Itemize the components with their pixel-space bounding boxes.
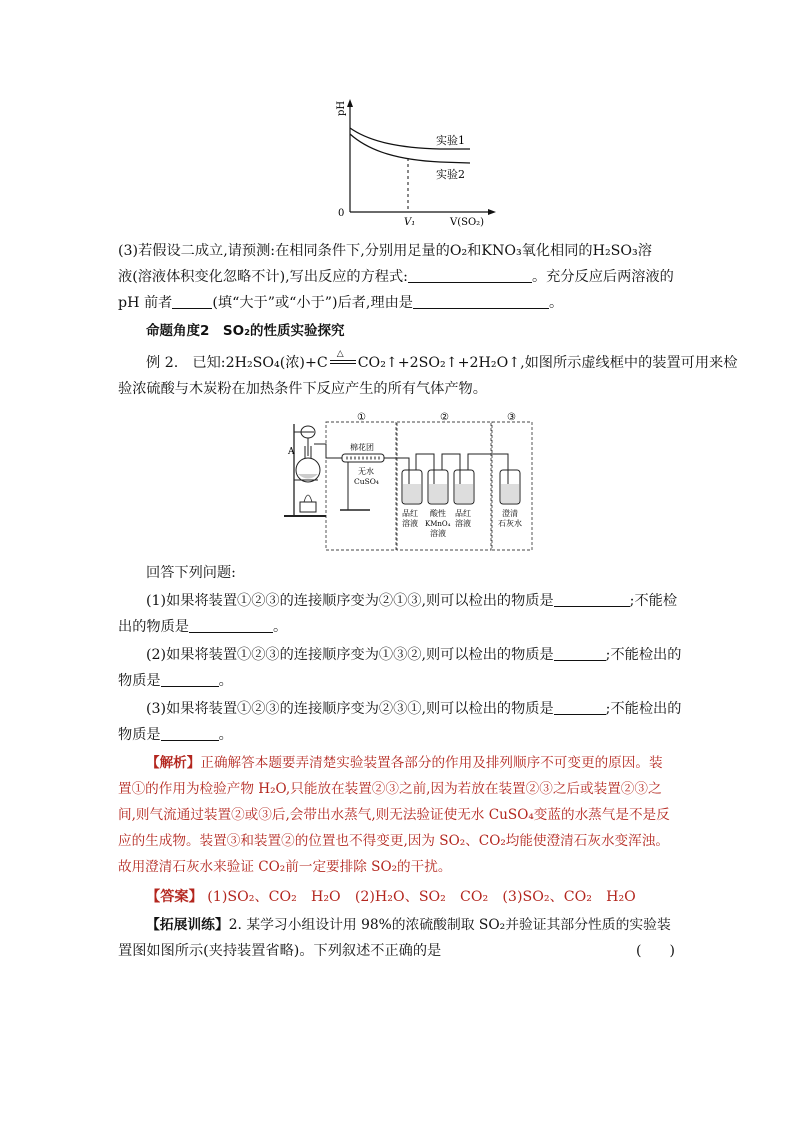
sub-text: (1)如果将装置①②③的连接顺序变为②①③,则可以检出的物质是: [146, 593, 554, 609]
bottle-1-label: 品红: [402, 509, 418, 518]
bottle-2-label: 溶液: [430, 529, 446, 538]
sub3-line2: [118, 724, 678, 746]
extension-tag: 【拓展训练】: [146, 917, 229, 933]
anhydrous-label-1: 无水: [358, 467, 374, 476]
example-text: CO₂↑+2SO₂↑+2H₂O↑,如图所示虚线框中的装置可用来检: [357, 355, 738, 371]
answer-blank[interactable]: [161, 672, 219, 687]
curve-2-label: 实验2: [436, 168, 465, 181]
ph-graph: [330, 96, 500, 228]
answer-blank[interactable]: [408, 268, 532, 283]
analysis-tag: 【解析】: [146, 755, 201, 771]
answer-blank[interactable]: [172, 294, 212, 309]
analysis-line1: [146, 752, 706, 774]
bottle-3-label: 溶液: [455, 519, 471, 528]
q3-text: pH 前者: [118, 295, 173, 311]
q3-text: (填“大于”或“小于”)后者,理由是: [212, 295, 413, 311]
anhydrous-label-2: CuSO₄: [354, 477, 379, 486]
burner: [300, 502, 316, 512]
q3-text: 。充分反应后两溶液的: [531, 269, 674, 285]
flask-label: A: [288, 447, 295, 457]
sub-text: ;不能检出的: [605, 647, 682, 663]
sub3-line1: [146, 698, 706, 720]
bottle-4-label: 石灰水: [498, 519, 522, 528]
sub1-line1: [146, 590, 706, 612]
answer-blank[interactable]: [554, 700, 606, 715]
q3-text: 液(溶液体积变化忽略不计),写出反应的方程式:: [118, 269, 408, 285]
answer-blank[interactable]: [554, 646, 606, 661]
sub-text: 物质是: [118, 727, 161, 743]
sub-text: (3)如果将装置①②③的连接顺序变为②③①,则可以检出的物质是: [146, 701, 554, 717]
answer-line: [146, 886, 706, 908]
x-axis-label: V(SO₂): [450, 217, 485, 228]
example-text: 例 2. 已知:2H₂SO₄(浓)+C: [146, 355, 328, 371]
q3-line1: (3)若假设二成立,请预测:在相同条件下,分别用足量的O₂和KNO₃氧化相同的H₂SO₃溶: [118, 243, 652, 259]
y-axis-label: pH: [336, 100, 347, 116]
flask-liquid: [298, 474, 318, 479]
box-2-label: ②: [440, 412, 449, 423]
sub-text: 。: [272, 619, 288, 635]
bottle-2: [428, 470, 448, 504]
y-axis-arrow: [347, 99, 353, 107]
box-3-label: ③: [507, 412, 516, 423]
sub-text: 物质是: [118, 673, 161, 689]
sub2-line1: [146, 644, 706, 666]
answer-tag: 【答案】: [146, 889, 203, 905]
example-line1: [146, 349, 738, 374]
extension-line1: [146, 914, 706, 936]
answer-blank[interactable]: [161, 726, 219, 741]
example-line2: 验浓硫酸与木炭粉在加热条件下反应产生的所有气体产物。: [118, 381, 487, 397]
cotton-label: 棉花团: [350, 443, 374, 452]
bottle-1-label: 溶液: [402, 519, 418, 528]
analysis-line2: 置①的作用为检验产物 H₂O,只能放在装置②③之前,因为若放在装置②③之后或装置②③之: [118, 781, 662, 797]
answer-text: (1)SO₂、CO₂ H₂O (2)H₂O、SO₂ CO₂ (3)SO₂、CO₂ H₂O: [202, 889, 636, 905]
sub-text: 。: [218, 727, 233, 743]
answer-prompt: 回答下列问题:: [146, 565, 236, 581]
heat-condition: △: [328, 352, 358, 374]
box-1-label: ①: [357, 412, 366, 423]
bottle-4-label: 澄清: [502, 509, 518, 518]
sub1-line2: [118, 616, 678, 638]
bottle-2-label: 酸性: [430, 509, 446, 518]
answer-blank[interactable]: [554, 592, 630, 607]
flame: [304, 495, 312, 502]
extension-text: 2. 某学习小组设计用 98%的浓硫酸制取 SO₂并验证其部分性质的实验装: [228, 917, 671, 933]
apparatus-diagram: [282, 410, 534, 552]
section-title: 命题角度2 SO₂的性质实验探究: [146, 323, 345, 339]
curve-1-label: 实验1: [436, 134, 465, 147]
bottle-3-label: 品红: [455, 509, 471, 518]
delivery-tube: [314, 444, 342, 458]
sub-text: 。: [218, 673, 233, 689]
analysis-text: 正确解答本题要弄清楚实验装置各部分的作用及排列顺序不可变更的原因。装: [200, 755, 663, 771]
bottle-4: [500, 470, 520, 504]
analysis-line3: 间,则气流通过装置②或③后,会带出水蒸气,则无法验证使无水 CuSO₄变蓝的水蒸气是不是反: [118, 807, 670, 823]
answer-blank[interactable]: [189, 618, 273, 633]
sub-text: (2)如果将装置①②③的连接顺序变为①③②,则可以检出的物质是: [146, 647, 554, 663]
analysis-line5: 故用澄清石灰水来验证 CO₂前一定要排除 SO₂的干扰。: [118, 859, 452, 875]
analysis-line4: 应的生成物。装置③和装置②的位置也不得变更,因为 SO₂、CO₂均能使澄清石灰水变浑浊。: [118, 833, 669, 849]
x-axis-arrow: [488, 209, 496, 215]
answer-blank[interactable]: [413, 294, 549, 309]
bottle-3: [454, 470, 474, 504]
origin-label: 0: [338, 208, 345, 219]
sub-text: ;不能检: [629, 593, 678, 609]
extension-line2: 置图如图所示(夹持装置省略)。下列叙述不正确的是: [118, 943, 442, 959]
q3-line2: [118, 266, 678, 288]
sub2-line2: [118, 670, 678, 692]
answer-paren[interactable]: ( ): [636, 943, 675, 959]
sub-text: 出的物质是: [118, 619, 189, 635]
q3-text: 。: [549, 295, 564, 311]
v1-label: V₁: [404, 217, 416, 228]
sub-text: ;不能检出的: [605, 701, 682, 717]
bottle-1: [402, 470, 422, 504]
bottle-2-label: KMnO₄: [425, 520, 451, 528]
box-1: [326, 422, 396, 550]
q3-line3: [118, 292, 678, 314]
